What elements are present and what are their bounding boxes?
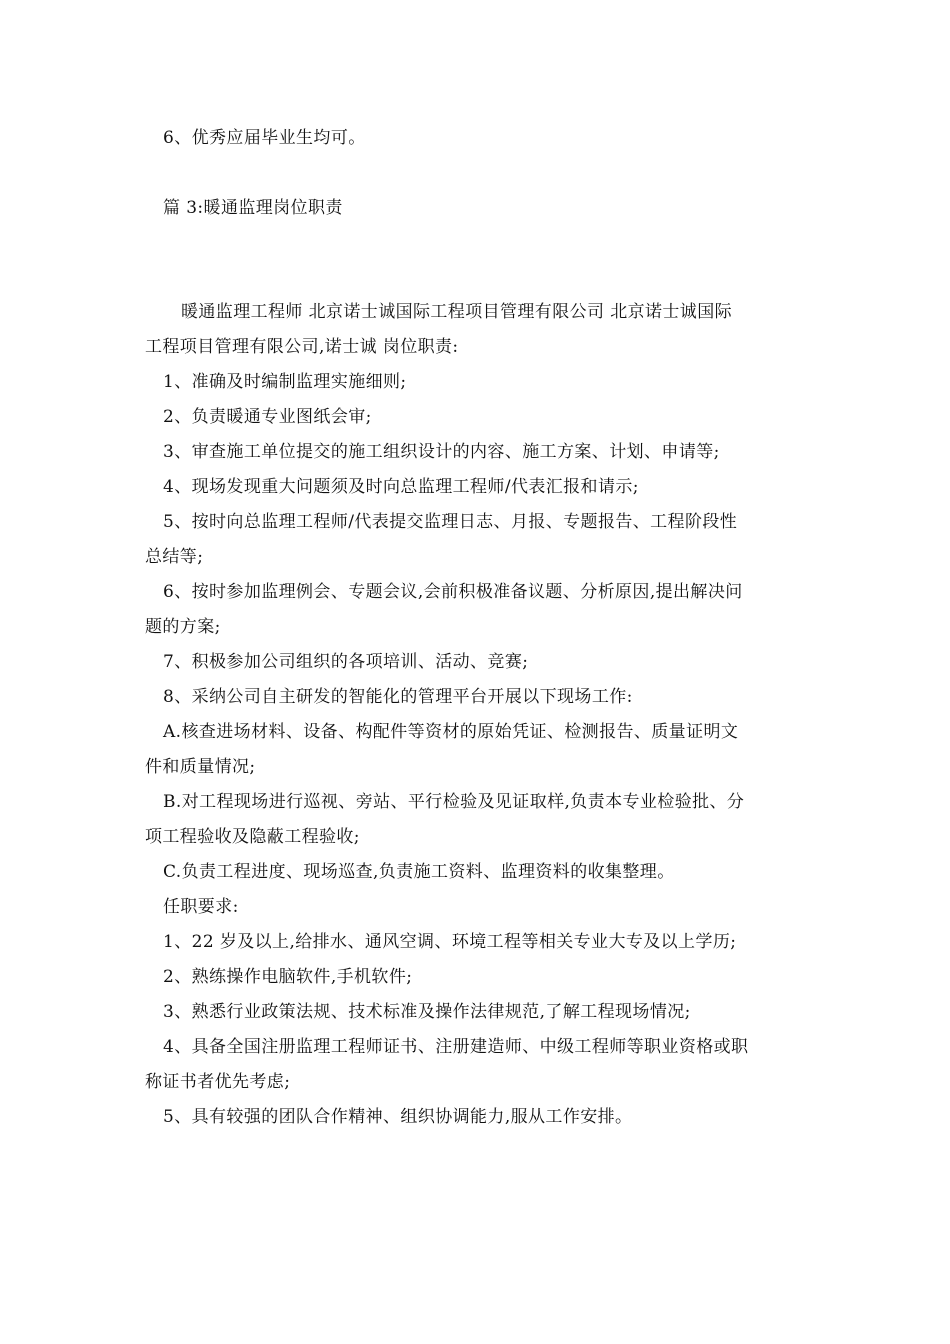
duty-item: 8、采纳公司自主研发的智能化的管理平台开展以下现场工作: [163, 687, 633, 707]
requirement-item: 2、熟练操作电脑软件,手机软件; [163, 967, 413, 987]
duty-item: 7、积极参加公司组织的各项培训、活动、竞赛; [163, 652, 529, 672]
duty-item: 3、审查施工单位提交的施工组织设计的内容、施工方案、计划、申请等; [163, 442, 720, 462]
duty-item-continuation: 题的方案; [145, 617, 221, 637]
duty-item: 5、按时向总监理工程师/代表提交监理日志、月报、专题报告、工程阶段性 [163, 512, 738, 532]
duty-subitem: B.对工程现场进行巡视、旁站、平行检验及见证取样,负责本专业检验批、分 [163, 792, 745, 812]
duty-item: 2、负责暖通专业图纸会审; [163, 407, 372, 427]
prev-list-item: 6、优秀应届毕业生均可。 [163, 128, 366, 148]
requirement-item: 3、熟悉行业政策法规、技术标准及操作法律规范,了解工程现场情况; [163, 1002, 691, 1022]
requirement-item-continuation: 称证书者优先考虑; [145, 1072, 291, 1092]
requirement-item: 5、具有较强的团队合作精神、组织协调能力,服从工作安排。 [163, 1107, 633, 1127]
intro-paragraph-line: 暖通监理工程师 北京诺士诚国际工程项目管理有限公司 北京诺士诚国际 [181, 302, 733, 322]
duty-subitem: C.负责工程进度、现场巡查,负责施工资料、监理资料的收集整理。 [163, 862, 675, 882]
requirements-heading: 任职要求: [163, 897, 239, 917]
duty-subitem-continuation: 项工程验收及隐蔽工程验收; [145, 827, 360, 847]
duty-subitem-continuation: 件和质量情况; [145, 757, 256, 777]
duty-item-continuation: 总结等; [145, 547, 204, 567]
duty-item: 6、按时参加监理例会、专题会议,会前积极准备议题、分析原因,提出解决问 [163, 582, 743, 602]
requirement-item: 1、22 岁及以上,给排水、通风空调、环境工程等相关专业大专及以上学历; [163, 932, 737, 952]
requirement-item: 4、具备全国注册监理工程师证书、注册建造师、中级工程师等职业资格或职 [163, 1037, 749, 1057]
duty-item: 1、准确及时编制监理实施细则; [163, 372, 407, 392]
duty-item: 4、现场发现重大问题须及时向总监理工程师/代表汇报和请示; [163, 477, 639, 497]
duty-subitem: A.核查进场材料、设备、构配件等资材的原始凭证、检测报告、质量证明文 [163, 722, 739, 742]
section-title: 篇 3:暖通监理岗位职责 [163, 198, 343, 218]
intro-paragraph-line: 工程项目管理有限公司,诺士诚 岗位职责: [145, 337, 459, 357]
